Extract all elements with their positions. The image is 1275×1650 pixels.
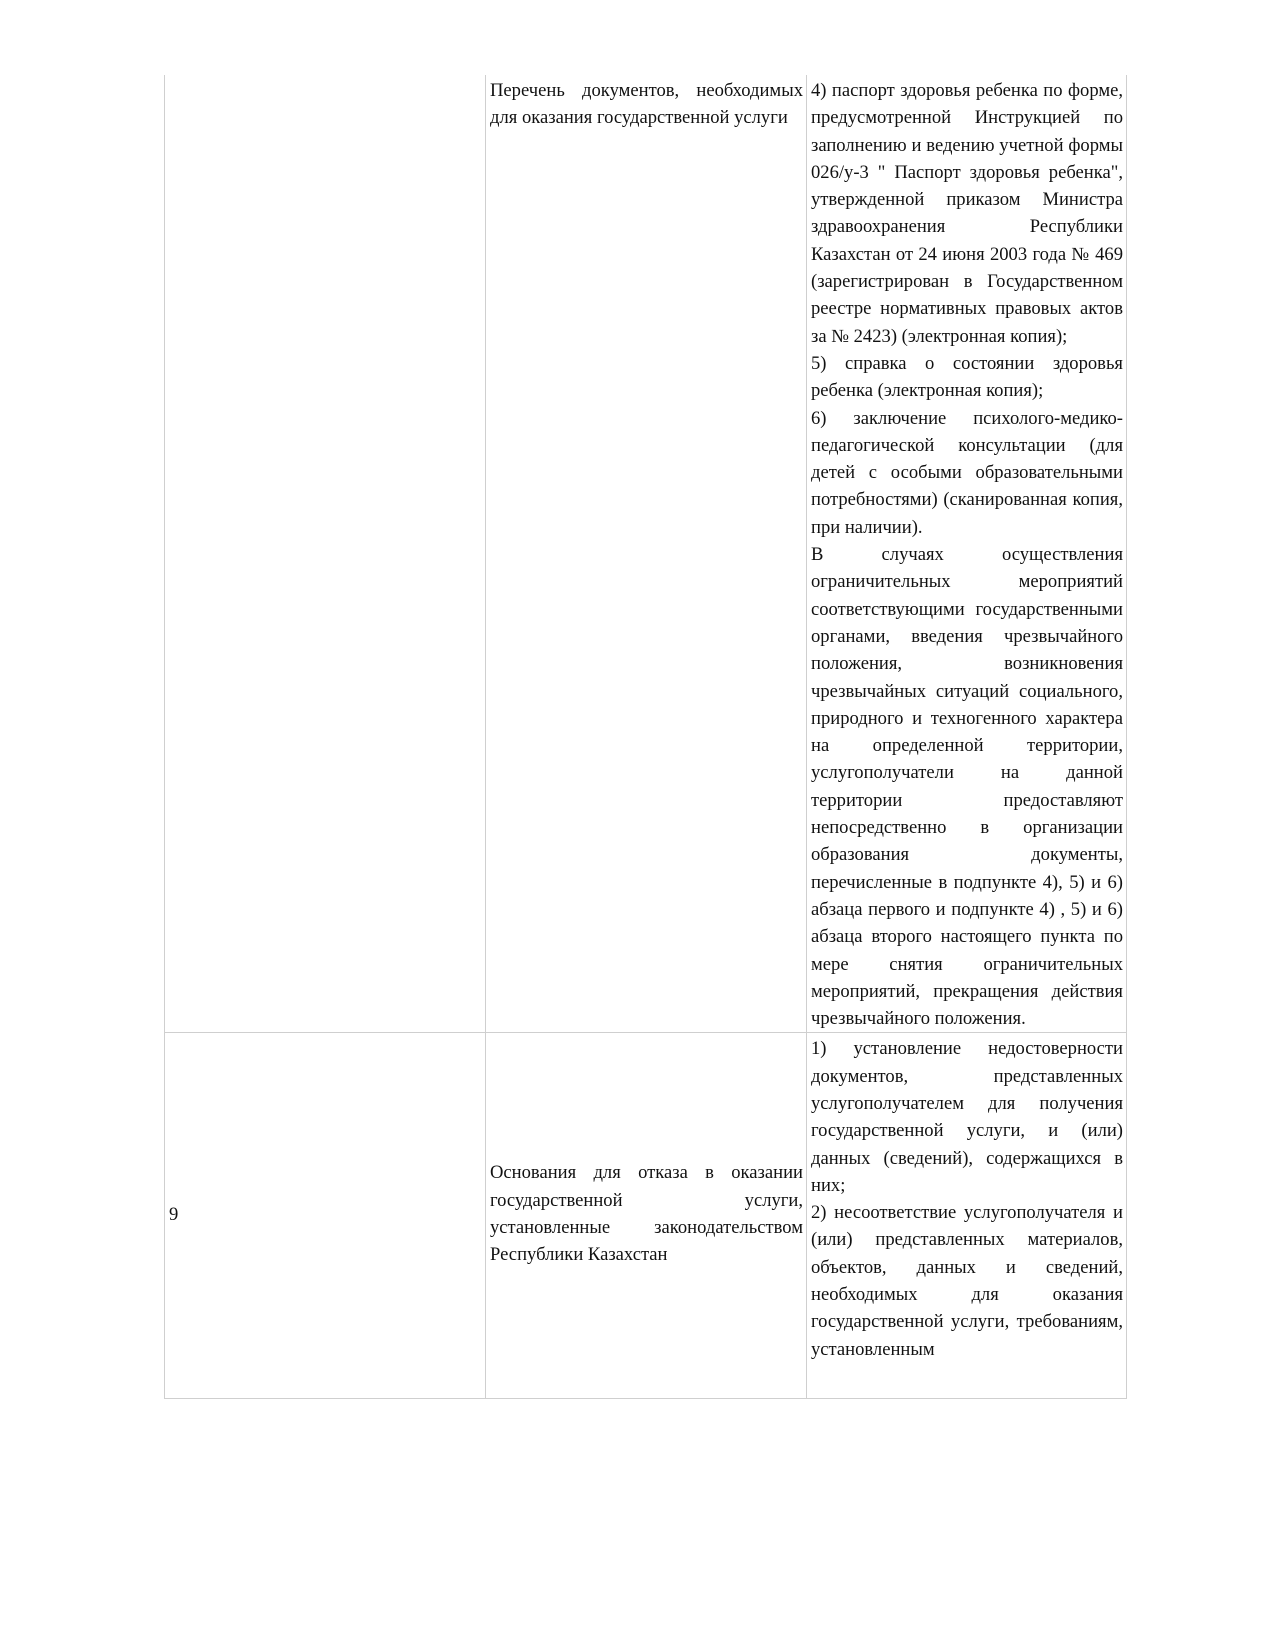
row-number [165, 75, 485, 77]
service-standard-table [164, 75, 1127, 1399]
content-paragraph: 1) установление недостоверности документов, представленных услугополучателем для получения государственной услуги, и (или) данных (сведений), содержащихся в них; [811, 1038, 1123, 1196]
content-paragraph: 4) паспорт здоровья ребенка по форме, предусмотренной Инструкцией по заполнению и ведению учетной формы 026/у-3 " Паспорт здоровья ребенка", утвержденной приказом Министра здравоохранения Республики Казахстан от 24 июня 2003 года № 469 (зарегистрирован в Государственном реестре нормативных правовых актов за № 2423) (электронная копия); [811, 80, 1123, 347]
row-content-cell [807, 75, 1127, 1033]
row-number: 9 [169, 1204, 179, 1226]
row-number-cell [165, 75, 486, 1033]
content-paragraph: 2) несоответствие услугополучателя и (или) представленных материалов, объектов, данных и сведений, необходимых для оказания государственной услуги, требованиям, установленным [811, 1202, 1123, 1360]
row-name-cell [486, 1033, 807, 1399]
row-name: Основания для отказа в оказании государственной услуги, установленные законодательством Республики Казахстан [490, 1162, 803, 1266]
row-name-cell [486, 75, 807, 1033]
content-paragraph: 6) заключение психолого-медико-педагогической консультации (для детей с особыми образовательными потребностями) (сканированная копия, при наличии). [811, 407, 1123, 538]
row-number-cell [165, 1033, 486, 1399]
content-paragraph: 5) справка о состоянии здоровья ребенка (электронная копия); [811, 352, 1123, 402]
row-name: Перечень документов, необходимых для оказания государственной услуги [490, 80, 803, 129]
row-content-cell [807, 1033, 1127, 1399]
table-row [165, 75, 1127, 1033]
table-row [165, 1033, 1127, 1399]
content-paragraph: В случаях осуществления ограничительных мероприятий соответствующими государственными органами, введения чрезвычайного положения, возникновения чрезвычайных ситуаций социального, природного и техногенного характера на определенной территории, услугополучатели на данной территории предоставляют непосредственно в организации образования документы, перечисленные в подпункте 4), 5) и 6) абзаца первого и подпункте 4) , 5) и 6) абзаца второго настоящего пункта по мере снятия ограничительных мероприятий, прекращения действия чрезвычайного положения. [811, 544, 1123, 1030]
